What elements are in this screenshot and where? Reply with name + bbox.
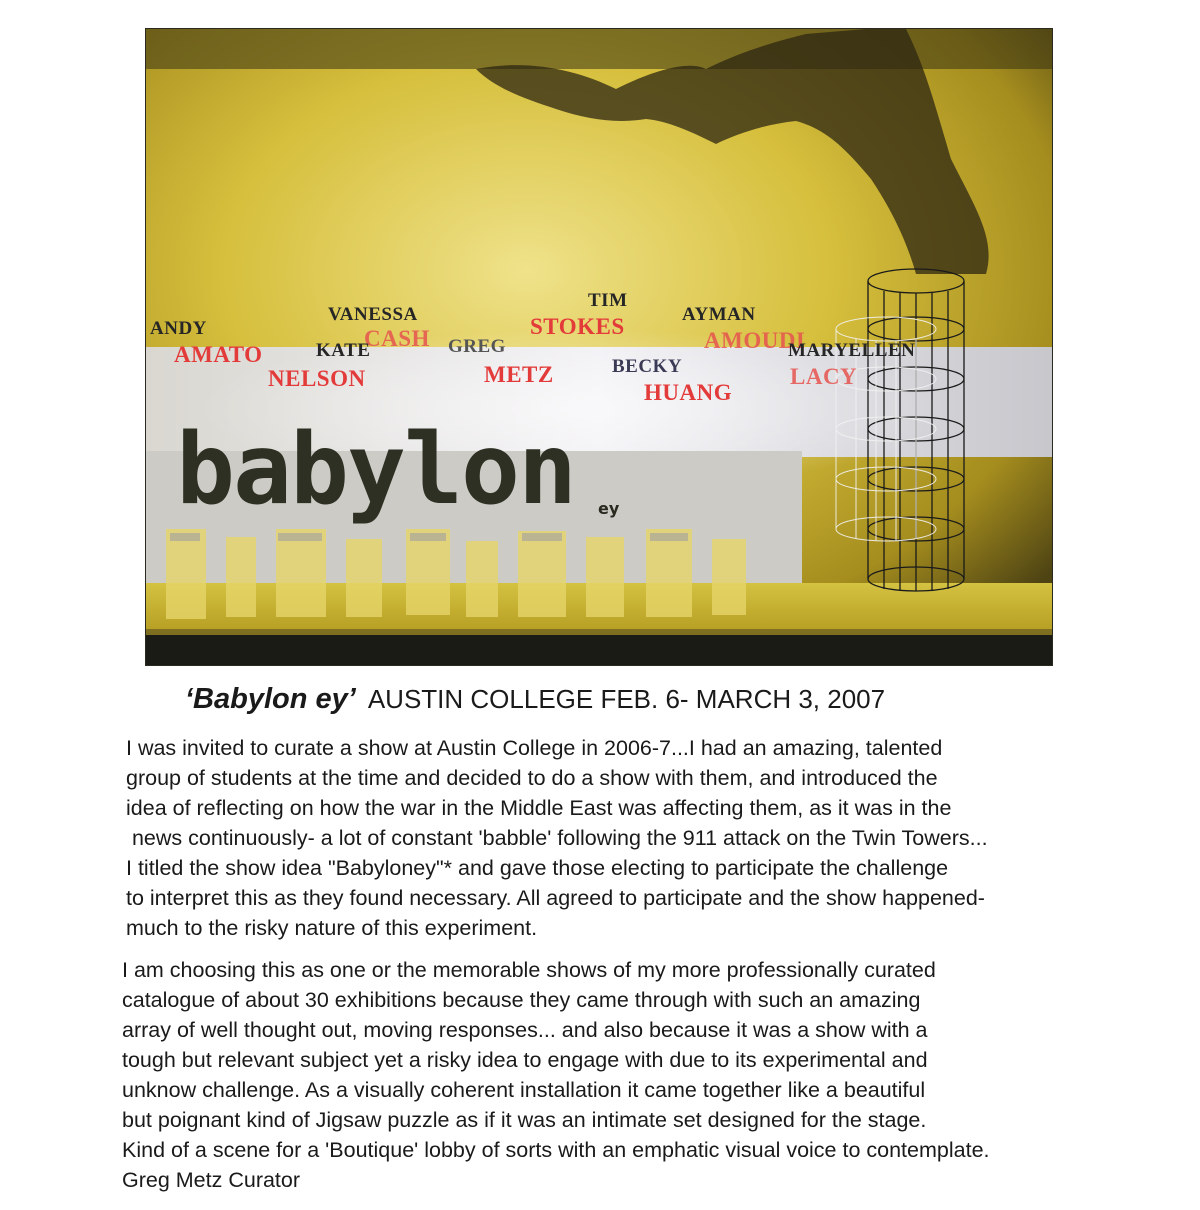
text-line: news continuously- a lot of constant 'babble' following the 911 attack on the Twin Towers...	[126, 826, 988, 850]
artist-first-name: MARYELLEN	[788, 340, 916, 361]
artist-last-name: HUANG	[644, 380, 733, 405]
exhibition-title	[185, 683, 885, 716]
exhibition-poster	[145, 28, 1053, 666]
show-venue-dates: AUSTIN COLLEGE FEB. 6- MARCH 3, 2007	[367, 684, 886, 714]
artist-last-name: LACY	[790, 364, 858, 389]
artist-first-name: GREG	[448, 336, 506, 357]
artist-first-name: KATE	[316, 340, 371, 361]
poster-artwork	[146, 29, 1052, 665]
babylon-logo-suffix: ey	[598, 499, 620, 518]
artist-last-name: METZ	[484, 362, 554, 387]
text-line: to interpret this as they found necessary. All agreed to participate and the show happened-	[126, 886, 985, 910]
text-line: Kind of a scene for a 'Boutique' lobby of sorts with an emphatic visual voice to contemplate.	[122, 1138, 990, 1162]
babylon-logo: babylon	[176, 413, 576, 527]
artist-first-name: ANDY	[150, 318, 207, 339]
text-line: but poignant kind of Jigsaw puzzle as if it was an intimate set designed for the stage.	[122, 1108, 927, 1132]
text-line: I was invited to curate a show at Austin College in 2006-7...I had an amazing, talented	[126, 736, 943, 760]
artist-last-name: NELSON	[268, 366, 366, 391]
text-line: array of well thought out, moving responses... and also because it was a show with a	[122, 1018, 928, 1042]
text-line: I am choosing this as one or the memorable shows of my more professionally curated	[122, 958, 936, 982]
paragraph-invitation	[126, 733, 988, 943]
artist-first-name: BECKY	[612, 356, 683, 377]
artist-first-name: AYMAN	[682, 304, 756, 325]
text-line: group of students at the time and decided to do a show with them, and introduced the	[126, 766, 938, 790]
artist-last-name: AMATO	[174, 342, 263, 367]
paragraph-reflection	[122, 955, 990, 1195]
text-line: unknow challenge. As a visually coherent installation it came together like a beautiful	[122, 1078, 926, 1102]
artist-first-name: VANESSA	[328, 304, 418, 325]
text-line: much to the risky nature of this experiment.	[126, 916, 538, 940]
text-line: I titled the show idea "Babyloney"* and gave those electing to participate the challenge	[126, 856, 949, 880]
text-line: catalogue of about 30 exhibitions because they came through with such an amazing	[122, 988, 921, 1012]
artist-first-name: TIM	[588, 290, 628, 311]
show-title: ‘Babylon ey’	[185, 683, 356, 715]
curator-signature: Greg Metz Curator	[122, 1168, 301, 1192]
text-line: idea of reflecting on how the war in the Middle East was affecting them, as it was in the	[126, 796, 952, 820]
text-line: tough but relevant subject yet a risky idea to engage with due to its experimental and	[122, 1048, 928, 1072]
artist-last-name: AMOUDI	[704, 328, 806, 353]
artist-last-name: CASH	[364, 326, 430, 351]
artist-last-name: STOKES	[530, 314, 625, 339]
